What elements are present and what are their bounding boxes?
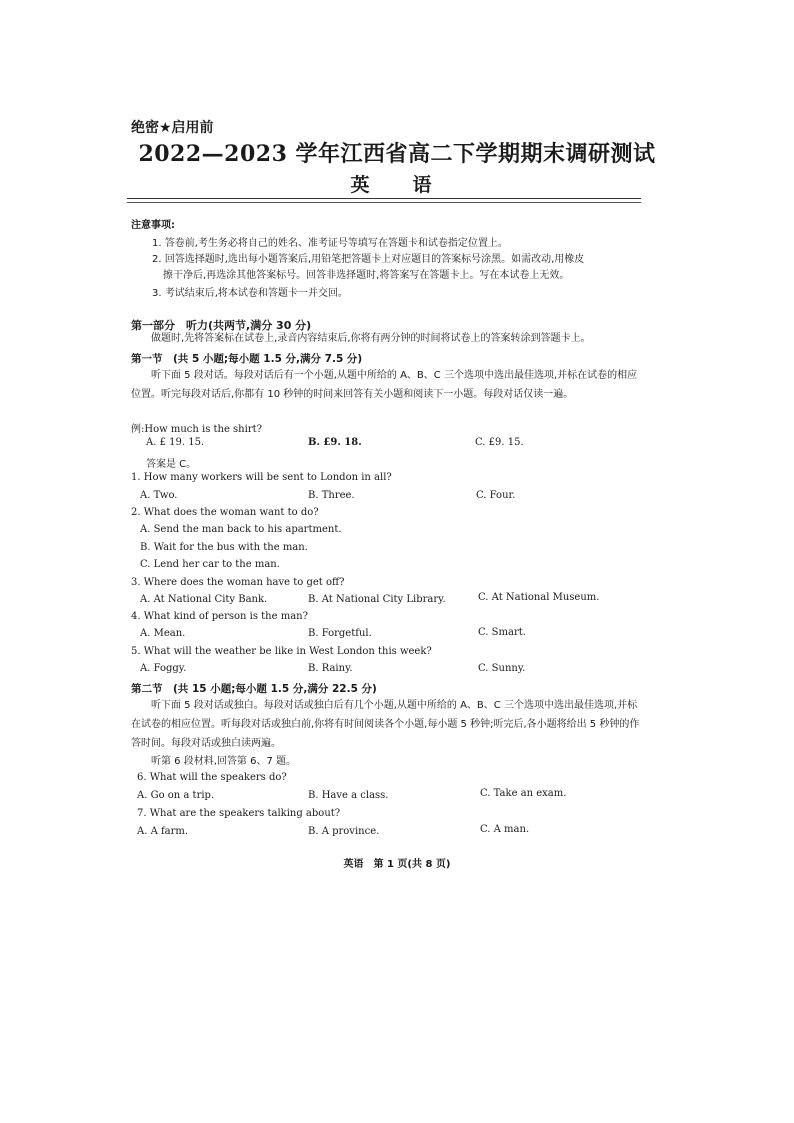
- q3-option-c: C. At National Museum.: [478, 592, 600, 603]
- q1-option-a: A. Two.: [140, 490, 178, 501]
- q6-option-a: A. Go on a trip.: [137, 790, 215, 801]
- example-option-b: B. £9. 18.: [308, 437, 362, 448]
- notice-item: 擦干净后,再选涂其他答案标号。回答非选择题时,将答案写在答题卡上。写在本试卷上无效。: [163, 270, 570, 281]
- section2-title: 第二节 (共 15 小题;每小题 1.5 分,满分 22.5 分): [131, 683, 377, 695]
- q5-option-a: A. Foggy.: [140, 663, 187, 674]
- q4-option-c: C. Smart.: [478, 627, 526, 638]
- part1-title: 第一部分 听力(共两节,满分 30 分): [131, 319, 312, 332]
- example-option-c: C. £9. 15.: [475, 437, 524, 448]
- question-6: 6. What will the speakers do?: [137, 772, 287, 783]
- question-7: 7. What are the speakers talking about?: [137, 808, 341, 819]
- header-divider: [127, 198, 641, 199]
- notice-item: 2. 回答选择题时,选出每小题答案后,用铅笔把答题卡上对应题目的答案标号涂黑。如需改动,用橡皮: [152, 254, 585, 265]
- header-divider-thin: [127, 202, 641, 203]
- question-2: 2. What does the woman want to do?: [131, 507, 319, 518]
- page-footer: 英语 第 1 页(共 8 页): [343, 859, 451, 870]
- q3-option-b: B. At National City Library.: [308, 594, 446, 605]
- question-1: 1. How many workers will be sent to London in all?: [131, 472, 392, 483]
- section1-description: 听下面 5 段对话。每段对话后有一个小题,从题中所给的 A、B、C 三个选项中选出最佳选项,并标在试卷的相应位置。听完每段对话后,你都有 10 秒钟的时间来回答有关小题和阅读下一小题。每段对话仅读一遍。: [131, 370, 638, 400]
- question-3: 3. Where does the woman have to get off?: [131, 577, 345, 588]
- part1-description: 做题时,先将答案标在试卷上,录音内容结束后,你将有两分钟的时间将试卷上的答案转涂到答题卡上。: [151, 333, 591, 344]
- subject-title: 英 语: [350, 174, 444, 196]
- material-instruction: 听第 6 段材料,回答第 6、7 题。: [151, 756, 296, 767]
- q5-option-b: B. Rainy.: [308, 663, 353, 674]
- q2-option-a: A. Send the man back to his apartment.: [140, 524, 342, 535]
- q7-option-c: C. A man.: [480, 824, 530, 835]
- notice-heading: 注意事项:: [131, 220, 175, 231]
- confidential-label: 绝密★启用前: [131, 120, 214, 136]
- example-option-a: A. £ 19. 15.: [146, 437, 205, 448]
- example-question: 例:How much is the shirt?: [131, 424, 262, 435]
- question-4: 4. What kind of person is the man?: [131, 611, 308, 622]
- q1-option-b: B. Three.: [308, 490, 355, 501]
- q6-option-c: C. Take an exam.: [480, 788, 567, 799]
- section1-title: 第一节 (共 5 小题;每小题 1.5 分,满分 7.5 分): [131, 353, 363, 365]
- q7-option-a: A. A farm.: [137, 826, 189, 837]
- q3-option-a: A. At National City Bank.: [140, 594, 268, 605]
- section2-description: 听下面 5 段对话或独白。每段对话或独白后有几个小题,从题中所给的 A、B、C 三个选项中选出最佳选项,并标在试卷的相应位置。听每段对话或独白前,你将有时间阅读各个小题,每小题 5 秒钟;听完后,各小题将给出 5 秒钟的作答时间。每段对话或独白读两遍。: [131, 700, 640, 749]
- example-answer: 答案是 C。: [146, 459, 197, 470]
- exam-title: 2022—2023 学年江西省高二下学期期末调研测试: [138, 141, 656, 167]
- q4-option-b: B. Forgetful.: [308, 628, 372, 639]
- q1-option-c: C. Four.: [476, 490, 516, 501]
- q5-option-c: C. Sunny.: [478, 663, 526, 674]
- notice-item: 3. 考试结束后,将本试卷和答题卡一并交回。: [152, 288, 348, 299]
- q2-option-c: C. Lend her car to the man.: [140, 559, 280, 570]
- q4-option-a: A. Mean.: [140, 628, 186, 639]
- q6-option-b: B. Have a class.: [308, 790, 389, 801]
- question-5: 5. What will the weather be like in West London this week?: [131, 646, 432, 657]
- q7-option-b: B. A province.: [308, 826, 380, 837]
- q2-option-b: B. Wait for the bus with the man.: [140, 542, 308, 553]
- notice-item: 1. 答卷前,考生务必将自己的姓名、准考证号等填写在答题卡和试卷指定位置上。: [152, 238, 508, 249]
